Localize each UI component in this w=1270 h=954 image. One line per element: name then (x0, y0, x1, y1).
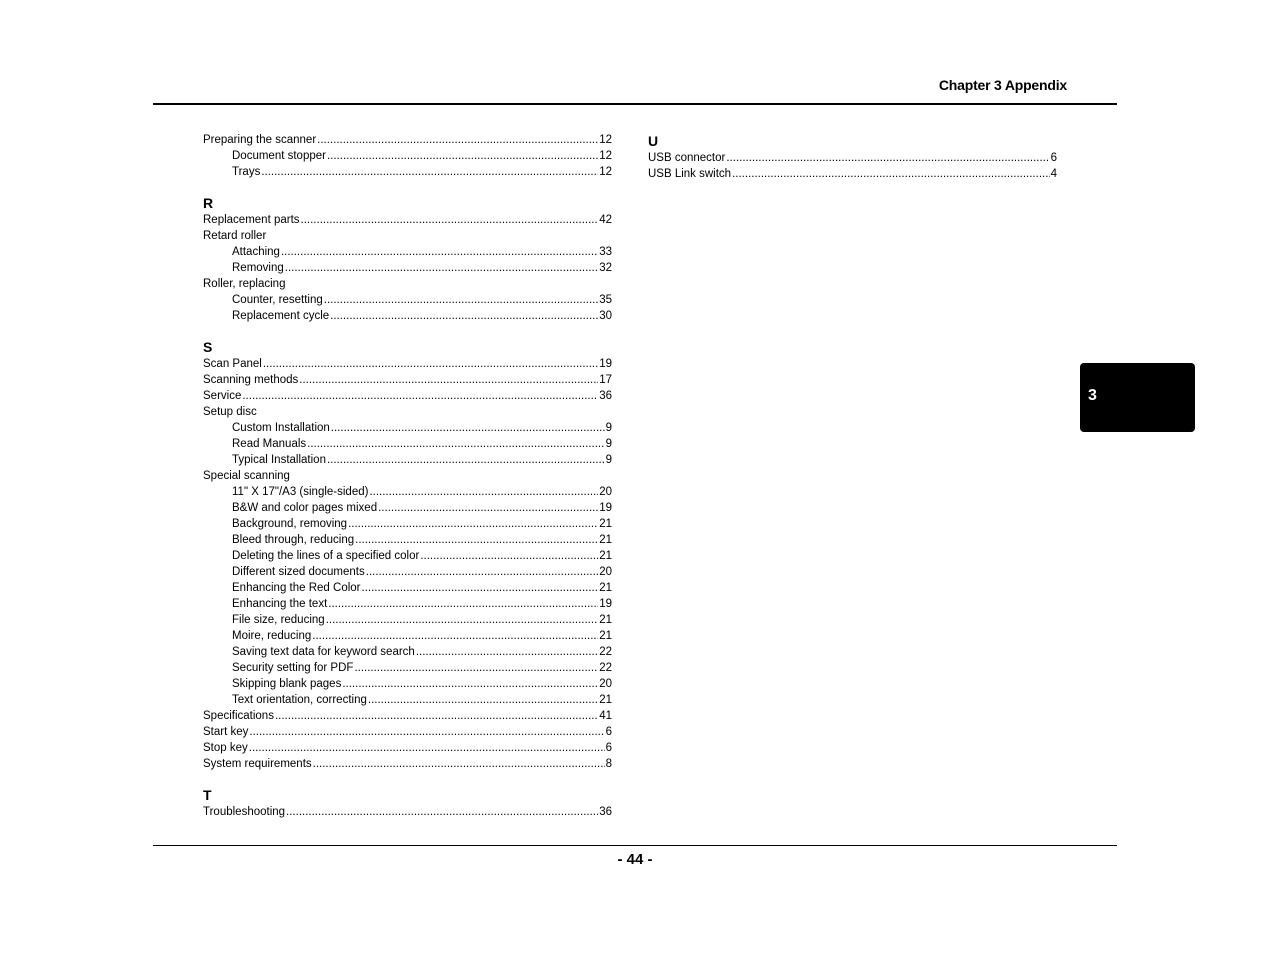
dot-leader (261, 164, 598, 180)
index-column-right (648, 132, 1057, 182)
index-entry[interactable] (203, 132, 612, 148)
index-page-number: 4 (1050, 168, 1057, 180)
index-term: Deleting the lines of a specified color (232, 550, 420, 562)
index-page-number: 6 (605, 726, 612, 738)
dot-leader (275, 708, 598, 724)
index-term: File size, reducing (232, 614, 325, 626)
index-page-number: 19 (599, 598, 612, 610)
index-page-number: 32 (599, 262, 612, 274)
index-subentry[interactable] (203, 148, 612, 164)
index-page-number: 12 (599, 134, 612, 146)
index-term: Text orientation, correcting (232, 694, 367, 706)
index-term: B&W and color pages mixed (232, 502, 378, 514)
index-entry[interactable] (203, 740, 612, 756)
index-subentry[interactable] (203, 532, 612, 548)
index-page-number: 6 (1050, 152, 1057, 164)
index-subentry[interactable] (203, 692, 612, 708)
index-term: Saving text data for keyword search (232, 646, 415, 658)
dot-leader (328, 596, 598, 612)
dot-leader (249, 740, 605, 756)
index-page-number: 12 (599, 150, 612, 162)
index-page-number: 22 (599, 662, 612, 674)
index-term: Scanning methods (203, 374, 299, 386)
index-term: USB connector (648, 152, 726, 164)
index-entry[interactable] (203, 372, 612, 388)
index-page-number: 41 (599, 710, 612, 722)
index-term: System requirements (203, 758, 312, 770)
index-subentry[interactable] (203, 580, 612, 596)
index-term: Troubleshooting (203, 806, 286, 818)
index-entry[interactable] (203, 804, 612, 820)
index-term: Setup disc (203, 406, 257, 418)
dot-leader (327, 148, 598, 164)
dot-leader (378, 500, 598, 516)
index-subentry[interactable] (203, 308, 612, 324)
index-page-number: 20 (599, 486, 612, 498)
index-term: Retard roller (203, 230, 267, 242)
dot-leader (348, 516, 598, 532)
dot-leader (242, 388, 598, 404)
index-page-number: 21 (599, 582, 612, 594)
index-page-number: 19 (599, 358, 612, 370)
index-term: Stop key (203, 742, 248, 754)
dot-leader (732, 166, 1050, 182)
index-term: Read Manuals (232, 438, 307, 450)
dot-leader (369, 484, 598, 500)
index-page-number: 17 (599, 374, 612, 386)
dot-leader (326, 612, 599, 628)
dot-leader (301, 212, 599, 228)
index-letter-heading: S (203, 339, 213, 355)
index-term: Trays (232, 166, 261, 178)
index-subentry[interactable] (203, 244, 612, 260)
index-subentry[interactable] (203, 564, 612, 580)
index-entry[interactable] (203, 228, 612, 244)
index-page-number: 9 (605, 422, 612, 434)
index-entry[interactable] (648, 150, 1057, 166)
index-page-number: 42 (599, 214, 612, 226)
index-page-number: 30 (599, 310, 612, 322)
index-term: Skipping blank pages (232, 678, 342, 690)
dot-leader (726, 150, 1049, 166)
index-page-number: 21 (599, 614, 612, 626)
index-page-number: 12 (599, 166, 612, 178)
index-subentry[interactable] (203, 292, 612, 308)
index-subentry[interactable] (203, 548, 612, 564)
dot-leader (327, 452, 605, 468)
index-term: Special scanning (203, 470, 290, 482)
dot-leader (307, 436, 604, 452)
dot-leader (286, 804, 598, 820)
index-term: Enhancing the text (232, 598, 328, 610)
index-page-number: 20 (599, 566, 612, 578)
dot-leader (331, 420, 605, 436)
index-subentry[interactable] (203, 596, 612, 612)
index-page-number: 6 (605, 742, 612, 754)
index-entry[interactable] (648, 166, 1057, 182)
index-entry[interactable] (203, 356, 612, 372)
index-term: Background, removing (232, 518, 348, 530)
index-page-number: 19 (599, 502, 612, 514)
dot-leader (366, 564, 598, 580)
index-entry[interactable] (203, 388, 612, 404)
dot-leader (354, 660, 598, 676)
dot-leader (281, 244, 598, 260)
index-entry[interactable] (203, 212, 612, 228)
index-page-number: 21 (599, 630, 612, 642)
index-term: Counter, resetting (232, 294, 323, 306)
dot-leader (313, 756, 605, 772)
dot-leader (420, 548, 598, 564)
dot-leader (368, 692, 598, 708)
index-term: Replacement cycle (232, 310, 330, 322)
index-page-number: 21 (599, 518, 612, 530)
index-subentry[interactable] (203, 500, 612, 516)
index-page-number: 8 (605, 758, 612, 770)
index-entry[interactable] (203, 404, 612, 420)
index-subentry[interactable] (203, 660, 612, 676)
index-subentry[interactable] (203, 676, 612, 692)
index-page-number: 36 (599, 806, 612, 818)
header-rule (153, 103, 1117, 105)
index-term: Service (203, 390, 242, 402)
index-term: Security setting for PDF (232, 662, 354, 674)
dot-leader (285, 260, 598, 276)
dot-leader (416, 644, 598, 660)
index-page-number: 21 (599, 534, 612, 546)
index-letter-heading: R (203, 195, 214, 211)
index-subentry[interactable] (203, 516, 612, 532)
index-term: Bleed through, reducing (232, 534, 355, 546)
footer-rule (153, 845, 1117, 846)
index-term: Roller, replacing (203, 278, 286, 290)
index-column-left (203, 132, 612, 820)
index-term: USB Link switch (648, 168, 732, 180)
index-page-number: 21 (599, 550, 612, 562)
index-subentry[interactable] (203, 436, 612, 452)
index-term: Removing (232, 262, 284, 274)
page-number: - 44 - (617, 851, 653, 868)
index-term: Moire, reducing (232, 630, 312, 642)
dot-leader (312, 628, 598, 644)
dot-leader (299, 372, 598, 388)
index-page-number: 9 (605, 454, 612, 466)
index-page-number: 36 (599, 390, 612, 402)
index-page-number: 22 (599, 646, 612, 658)
index-subentry[interactable] (203, 420, 612, 436)
index-subentry[interactable] (203, 644, 612, 660)
index-entry[interactable] (203, 756, 612, 772)
dot-leader (249, 724, 604, 740)
dot-leader (355, 532, 598, 548)
index-subentry[interactable] (203, 628, 612, 644)
index-page-number: 9 (605, 438, 612, 450)
index-entry[interactable] (203, 468, 612, 484)
index-letter-heading: T (203, 787, 212, 803)
index-subentry[interactable] (203, 260, 612, 276)
index-term: Replacement parts (203, 214, 300, 226)
index-term: Start key (203, 726, 249, 738)
index-subentry[interactable] (203, 452, 612, 468)
index-entry[interactable] (203, 276, 612, 292)
index-term: Specifications (203, 710, 274, 722)
dot-leader (263, 356, 598, 372)
chapter-header-title: Chapter 3 Appendix (938, 77, 1067, 93)
chapter-tab[interactable] (1080, 363, 1195, 432)
index-term: 11" X 17"/A3 (single-sided) (232, 486, 369, 498)
index-page-number: 35 (599, 294, 612, 306)
index-subentry[interactable] (203, 164, 612, 180)
index-page-number: 20 (599, 678, 612, 690)
index-term: Preparing the scanner (203, 134, 317, 146)
index-letter-heading: U (648, 133, 659, 149)
index-entry[interactable] (203, 708, 612, 724)
index-entry[interactable] (203, 724, 612, 740)
index-subentry[interactable] (203, 612, 612, 628)
index-subentry[interactable] (203, 484, 612, 500)
index-term: Custom Installation (232, 422, 330, 434)
dot-leader (342, 676, 598, 692)
dot-leader (317, 132, 598, 148)
dot-leader (330, 308, 598, 324)
chapter-tab-label: 3 (1088, 387, 1097, 404)
index-term: Scan Panel (203, 358, 262, 370)
index-term: Different sized documents (232, 566, 365, 578)
index-page-number: 33 (599, 246, 612, 258)
index-page-number: 21 (599, 694, 612, 706)
index-term: Document stopper (232, 150, 326, 162)
dot-leader (362, 580, 599, 596)
dot-leader (324, 292, 598, 308)
index-term: Enhancing the Red Color (232, 582, 361, 594)
index-term: Attaching (232, 246, 280, 258)
index-term: Typical Installation (232, 454, 326, 466)
